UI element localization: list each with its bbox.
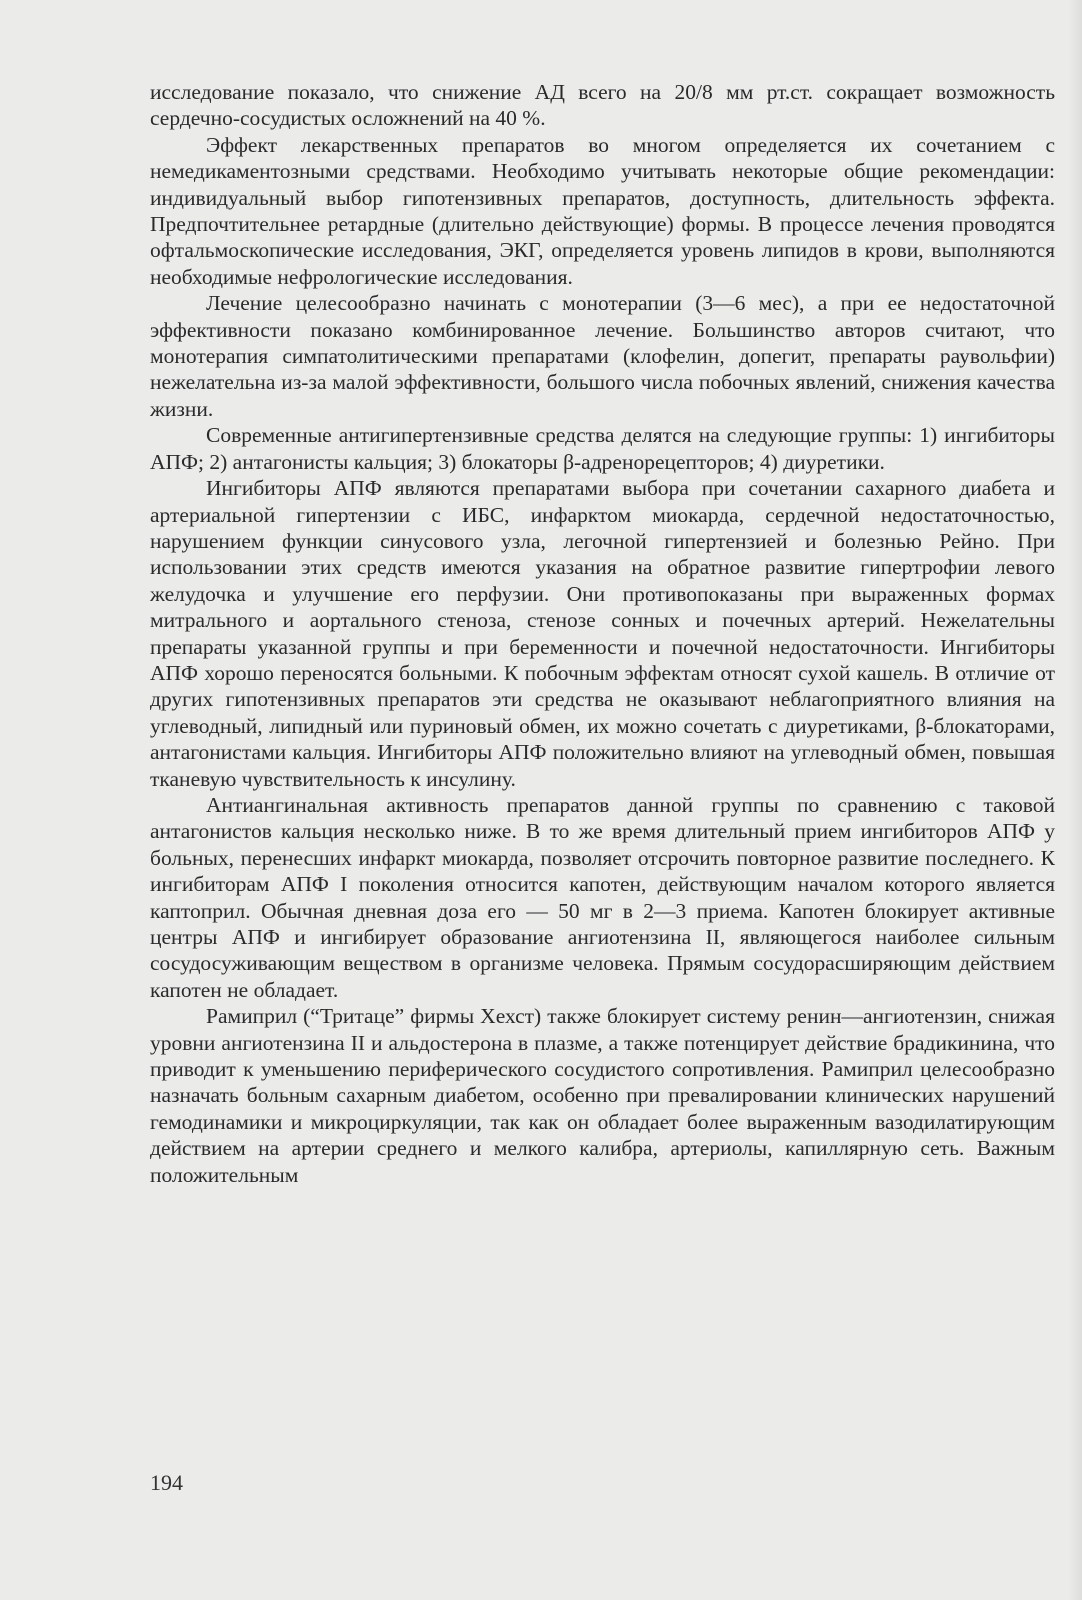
paragraph-6: Антиангинальная активность препаратов данной группы по сравнению с таковой антагонистов кальция несколько ниже. В то же время длительный прием ингибиторов АПФ у больных, перенесших инфаркт миокарда, позволяет отсрочить повторное развитие последнего. К ингибиторам АПФ I поколения относится капотен, действующим началом которого является каптоприл. Обычная дневная доза его — 50 мг в 2—3 приема. Капотен блокирует активные центры АПФ и ингибирует образование ангиотензина II, являющегося наиболее сильным сосудосуживающим веществом в организме человека. Прямым сосудорасширяющим действием капотен не обладает. — [150, 792, 1055, 1002]
paragraph-7: Рамиприл (“Тритаце” фирмы Хехст) также блокирует систему ренин—ангиотензин, снижая уровни ангиотензина II и альдостерона в плазме, а также потенцирует действие брадикинина, что приводит к уменьшению периферического сосудистого сопротивления. Рамиприл целесообразно назначать больным сахарным диабетом, особенно при превалировании клинических нарушений гемодинамики и микроциркуляции, так как он обладает более выраженным вазодилатирующим действием на артерии среднего и мелкого калибра, артериолы, капиллярную сеть. Важным положительным — [150, 1004, 1055, 1187]
paragraph-4: Современные антигипертензивные средства делятся на следующие группы: 1) ингибиторы АПФ; 2) антагонисты кальция; 3) блокаторы β-адренорецепторов; 4) диуретики. — [150, 423, 1055, 474]
page-number: 194 — [150, 1470, 183, 1495]
paragraph-3: Лечение целесообразно начинать с монотерапии (3—6 мес), а при ее недостаточной эффективности показано комбинированное лечение. Большинство авторов считают, что монотерапия симпатолитическими препаратами (клофелин, допегит, препараты раувольфии) нежелательна из-за малой эффективности, большого числа побочных явлений, снижения качества жизни. — [150, 291, 1055, 421]
body-text — [150, 79, 1055, 1188]
paragraph-2: Эффект лекарственных препаратов во многом определяется их сочетанием с немедикаментозными средствами. Необходимо учитывать некоторые общие рекомендации: индивидуальный выбор гипотензивных препаратов, доступность, длительность эффекта. Предпочтительнее ретардные (длительно действующие) формы. В процессе лечения проводятся офтальмоскопические исследования, ЭКГ, определяется уровень липидов в крови, выполняются необходимые нефрологические исследования. — [150, 132, 1055, 289]
page-edge-shadow — [1068, 0, 1082, 1600]
paragraph-5: Ингибиторы АПФ являются препаратами выбора при сочетании сахарного диабета и артериальной гипертензии с ИБС, инфарктом миокарда, сердечной недостаточностью, нарушением функции синусового узла, легочной гипертензией и болезнью Рейно. При использовании этих средств имеются указания на обратное развитие гипертрофии левого желудочка и улучшение его перфузии. Они противопоказаны при выраженных формах митрального и аортального стеноза, стенозе сонных и почечных артерий. Нежелательны препараты указанной группы и при беременности и почечной недостаточности. Ингибиторы АПФ хорошо переносятся больными. К побочным эффектам относят сухой кашель. В отличие от других гипотензивных препаратов эти средства не оказывают неблагоприятного влияния на углеводный, липидный или пуриновый обмен, их можно сочетать с диуретиками, β-блокаторами, антагонистами кальция. Ингибиторы АПФ положительно влияют на углеводный обмен, повышая тканевую чувствительность к инсулину. — [150, 476, 1055, 791]
paragraph-1: исследование показало, что снижение АД всего на 20/8 мм рт.ст. сокращает возможность сердечно-сосудистых осложнений на 40 %. — [150, 80, 1055, 131]
